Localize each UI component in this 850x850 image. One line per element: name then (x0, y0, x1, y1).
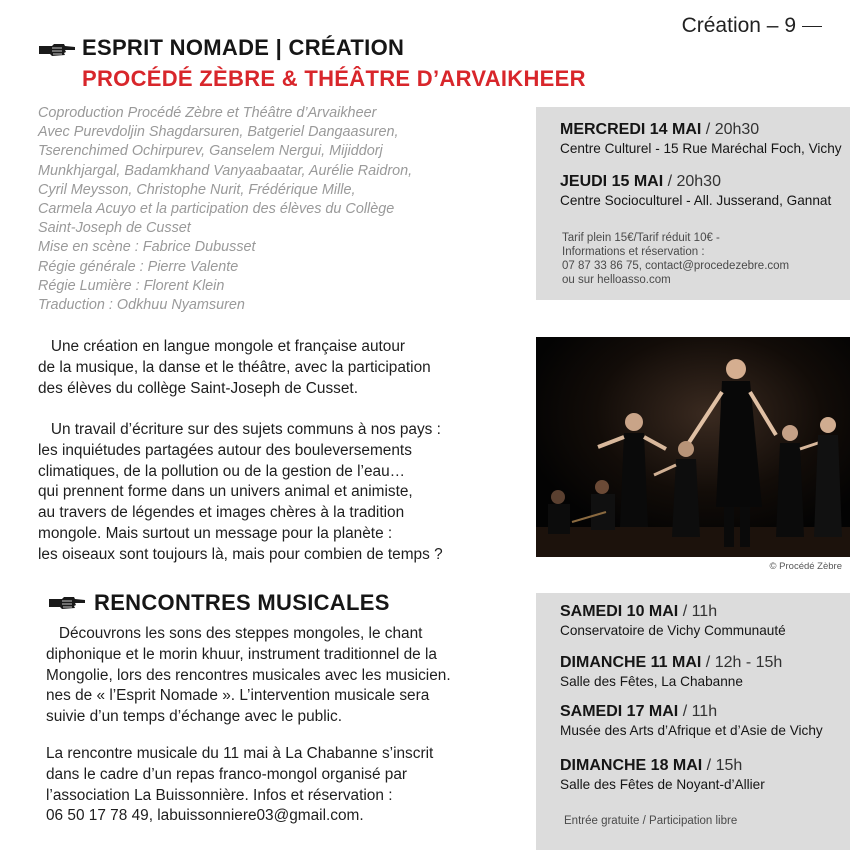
text-line: Mongolie, lors des rencontres musicales avec les musicien. (46, 666, 451, 684)
credit-line: Carmela Acuyo et la participation des élèves du Collège (38, 201, 395, 218)
text-line: les oiseaux sont toujours là, mais pour combien de temps ? (38, 545, 443, 563)
event-item (560, 757, 765, 792)
event-time: / 12h - 15h (701, 654, 783, 671)
event-place: Salle des Fêtes, La Chabanne (560, 674, 743, 689)
event-time: / 20h30 (701, 121, 760, 138)
event-day: DIMANCHE 11 MAI (560, 654, 702, 671)
event-item (560, 603, 786, 638)
credit-line: Régie générale : Pierre Valente (38, 258, 239, 275)
info-line: 07 87 33 86 75, contact@procedezebre.com (562, 260, 790, 272)
event-time: / 15h (702, 757, 743, 774)
text-line: nes de « l’Esprit Nomade ». L’intervention musicale sera (46, 687, 430, 705)
event-date (560, 603, 786, 621)
performance-photo (536, 337, 850, 557)
event-place: Conservatoire de Vichy Communauté (560, 623, 786, 638)
event-place: Centre Culturel - 15 Rue Maréchal Foch, Vichy (560, 141, 842, 156)
performance-photo-art (536, 337, 850, 557)
event-day: MERCREDI 14 MAI (560, 121, 702, 138)
credit-line: Coproduction Procédé Zèbre et Théâtre d’Arvaikheer (38, 105, 377, 121)
section-title-rencontres: RENCONTRES MUSICALES (94, 590, 390, 615)
credit-line: Munkhjargal, Badamkhand Vanyaabaatar, Aurélie Raidron, (38, 162, 413, 179)
event-place: Centre Socioculturel - All. Jusserand, Gannat (560, 193, 832, 208)
credit-line: Tserenchimed Ochirpurev, Ganselem Nergui, Mijiddorj (38, 143, 383, 160)
description-paragraph-1 (38, 337, 498, 399)
page-label-text: Création – 9 (681, 14, 796, 37)
text-line: au travers de légendes et images chères à la tradition (38, 504, 405, 522)
event-date (560, 121, 842, 139)
dates-box-creation (536, 107, 850, 300)
info-line: ou sur helloasso.com (562, 274, 671, 286)
section-subtitle-companies: PROCÉDÉ ZÈBRE & THÉÂTRE D’ARVAIKHEER (82, 66, 586, 91)
event-day: DIMANCHE 18 MAI (560, 757, 703, 774)
dates-box-music (536, 593, 850, 850)
entry-info: Entrée gratuite / Participation libre (564, 815, 738, 827)
section-title-esprit-nomade: ESPRIT NOMADE | CRÉATION (82, 35, 405, 60)
event-date (560, 654, 782, 672)
page-number (682, 14, 822, 38)
page-rule (802, 26, 822, 27)
text-line: les inquiétudes partagées autour des bouleversements (38, 441, 412, 459)
text-line: de la musique, la danse et le théâtre, avec la participation (38, 358, 431, 376)
info-line: Informations et réservation : (562, 246, 705, 258)
text-line: l’association La Buissonnière. Infos et réservation : (46, 786, 393, 804)
event-item (560, 173, 831, 208)
event-item (560, 121, 842, 156)
event-day: JEUDI 15 MAI (560, 173, 664, 190)
credit-line: Régie Lumière : Florent Klein (38, 277, 225, 294)
credit-line: Traduction : Odkhuu Nyamsuren (38, 297, 245, 314)
event-place: Musée des Arts d’Afrique et d’Asie de Vichy (560, 723, 823, 738)
event-item (560, 654, 782, 689)
event-day: SAMEDI 17 MAI (560, 703, 679, 720)
text-line: mongole. Mais surtout un message pour la planète : (38, 524, 393, 542)
pointing-hand-icon (38, 42, 76, 58)
event-time: / 20h30 (663, 173, 721, 190)
text-line: Un travail d’écriture sur des sujets communs à nos pays : (38, 421, 441, 438)
ticket-info (562, 231, 789, 287)
event-item (560, 703, 823, 738)
description-paragraph-2 (38, 420, 498, 566)
event-place: Salle des Fêtes de Noyant-d’Allier (560, 777, 765, 792)
music-paragraph-2 (46, 744, 492, 827)
text-line: suivie d’un temps d’échange avec le public. (46, 708, 343, 726)
music-paragraph-1 (46, 624, 492, 728)
text-line: 06 50 17 78 49, labuissonniere03@gmail.com. (46, 807, 364, 825)
event-date (560, 757, 765, 775)
photo-credit: © Procédé Zèbre (769, 561, 842, 572)
event-date (560, 173, 831, 191)
event-date (560, 703, 823, 721)
text-line: La rencontre musicale du 11 mai à La Chabanne s’inscrit (46, 745, 434, 762)
event-time: / 11h (678, 703, 718, 720)
credit-line: Cyril Meysson, Christophe Nurit, Frédérique Mille, (38, 181, 356, 198)
event-day: SAMEDI 10 MAI (560, 603, 679, 620)
text-line: des élèves du collège Saint-Joseph de Cusset. (38, 379, 358, 397)
text-line: dans le cadre d’un repas franco-mongol organisé par (46, 765, 408, 783)
credit-line: Saint-Joseph de Cusset (38, 220, 191, 237)
event-time: / 11h (678, 603, 718, 620)
pointing-hand-icon (48, 595, 86, 611)
text-line: qui prennent forme dans un univers animal et animiste, (38, 483, 413, 501)
text-line: Découvrons les sons des steppes mongoles, le chant (46, 625, 423, 642)
credits-list (38, 104, 508, 315)
text-line: diphonique et le morin khuur, instrument traditionnel de la (46, 645, 437, 663)
text-line: climatiques, de la pollution ou de la gestion de l’eau… (38, 462, 406, 480)
credit-line: Mise en scène : Fabrice Dubusset (38, 239, 256, 256)
text-line: Une création en langue mongole et française autour (38, 338, 406, 355)
info-line: Tarif plein 15€/Tarif réduit 10€ - (562, 232, 720, 244)
credit-line: Avec Purevdoljin Shagdarsuren, Batgeriel Dangaasuren, (38, 124, 399, 141)
